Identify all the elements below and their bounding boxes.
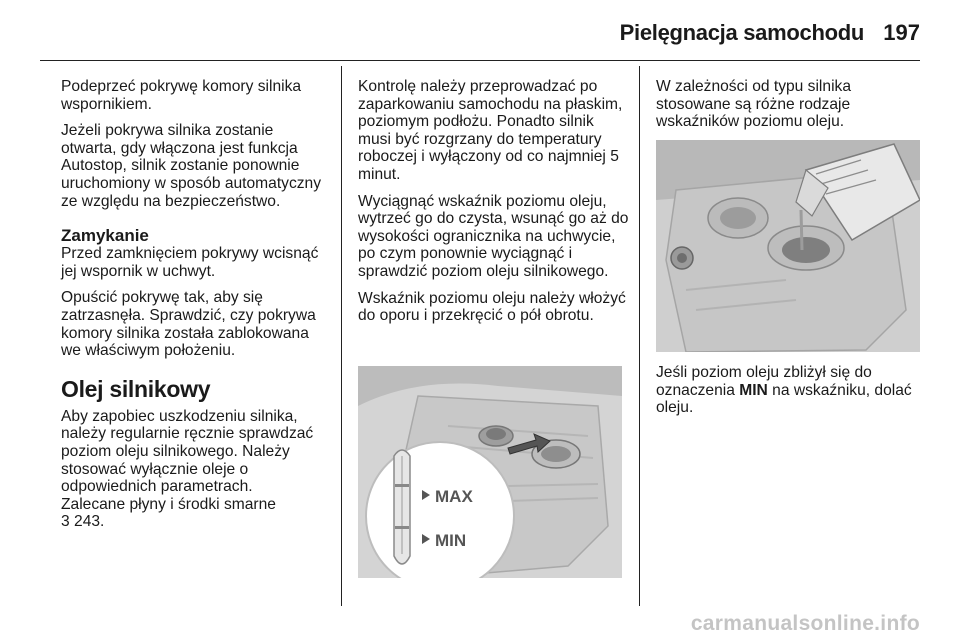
heading-engine-oil: Olej silnikowy [61, 375, 211, 402]
page-number: 197 [883, 20, 920, 45]
page-reference[interactable] [61, 513, 333, 531]
dipstick-max-label: MAX [435, 487, 473, 506]
paragraph-oil-check: Aby zapobiec uszkodzeniu silnika, należy regularnie ręcznie sprawdzać poziom oleju silnikowego. Należy stosować wyłącznie oleje o odpowiednich parametrach. [61, 407, 314, 496]
header-divider [40, 60, 920, 61]
column-divider-2 [639, 66, 640, 606]
reference-arrow-icon: 3 [61, 513, 70, 531]
paragraph-support-hood: Podeprzeć pokrywę komory silnika wspornikiem. [61, 78, 302, 113]
paragraph-recommended-fluids: Zalecane płyny i środki smarne [61, 495, 276, 513]
paragraph-dipstick-insert: Wskaźnik poziomu oleju należy włożyć do oporu i przekręcić o pół obrotu. [358, 289, 626, 325]
engine-oil-pouring-drawing [656, 140, 920, 352]
column-3-lower [656, 364, 926, 426]
paragraph-autostop: Jeżeli pokrywa silnika zostanie otwarta, gdy włączona jest funkcja Autostop, silnik zostanie ponownie uruchomiony w sposób automatyczny ze względu na bezpieczeństwo. [61, 122, 322, 210]
dipstick-min-label: MIN [435, 531, 467, 550]
paragraph-closing-support: Przed zamknięciem pokrywy wcisnąć jej wspornik w uchwyt. [61, 245, 319, 280]
column-2 [358, 78, 630, 334]
column-divider-1 [341, 66, 342, 606]
paragraph-add-oil: Jeśli poziom oleju zbliżył się do oznaczenia MIN na wskaźniku, dolać oleju. [656, 364, 912, 417]
dipstick-illustration [358, 366, 622, 578]
page-title: Pielęgnacja samochodu [619, 20, 864, 45]
min-mark-label: MIN [739, 381, 768, 399]
reference-page: 243. [74, 513, 105, 531]
paragraph-check-conditions: Kontrolę należy przeprowadzać po zaparkowaniu samochodu na płaskim, poziomym podłożu. Ponadto silnik musi być rozgrzany do temperatury roboczej i wyłączony od co najmniej 5 minut. [358, 78, 623, 183]
paragraph-closing-latch: Opuścić pokrywę tak, aby się zatrzasnęła. Sprawdzić, czy pokrywa komory silnika została zablokowana we właściwym położeniu. [61, 289, 316, 360]
watermark: carmanualsonline.info [690, 612, 920, 635]
column-1 [61, 78, 333, 531]
heading-closing: Zamykanie [61, 226, 149, 246]
oil-filling-illustration [656, 140, 920, 352]
paragraph-dipstick-procedure: Wyciągnąć wskaźnik poziomu oleju, wytrzeć go do czysta, wsunąć go aż do wysokości ogranicznika na uchwycie, po czym ponownie wyciągnąć i sprawdzić poziom oleju silnikowego. [358, 192, 629, 280]
engine-cover-dipstick-drawing [358, 366, 622, 578]
paragraph-dipstick-types: W zależności od typu silnika stosowane są różne rodzaje wskaźników poziomu oleju. [656, 78, 852, 131]
column-3 [656, 78, 926, 140]
